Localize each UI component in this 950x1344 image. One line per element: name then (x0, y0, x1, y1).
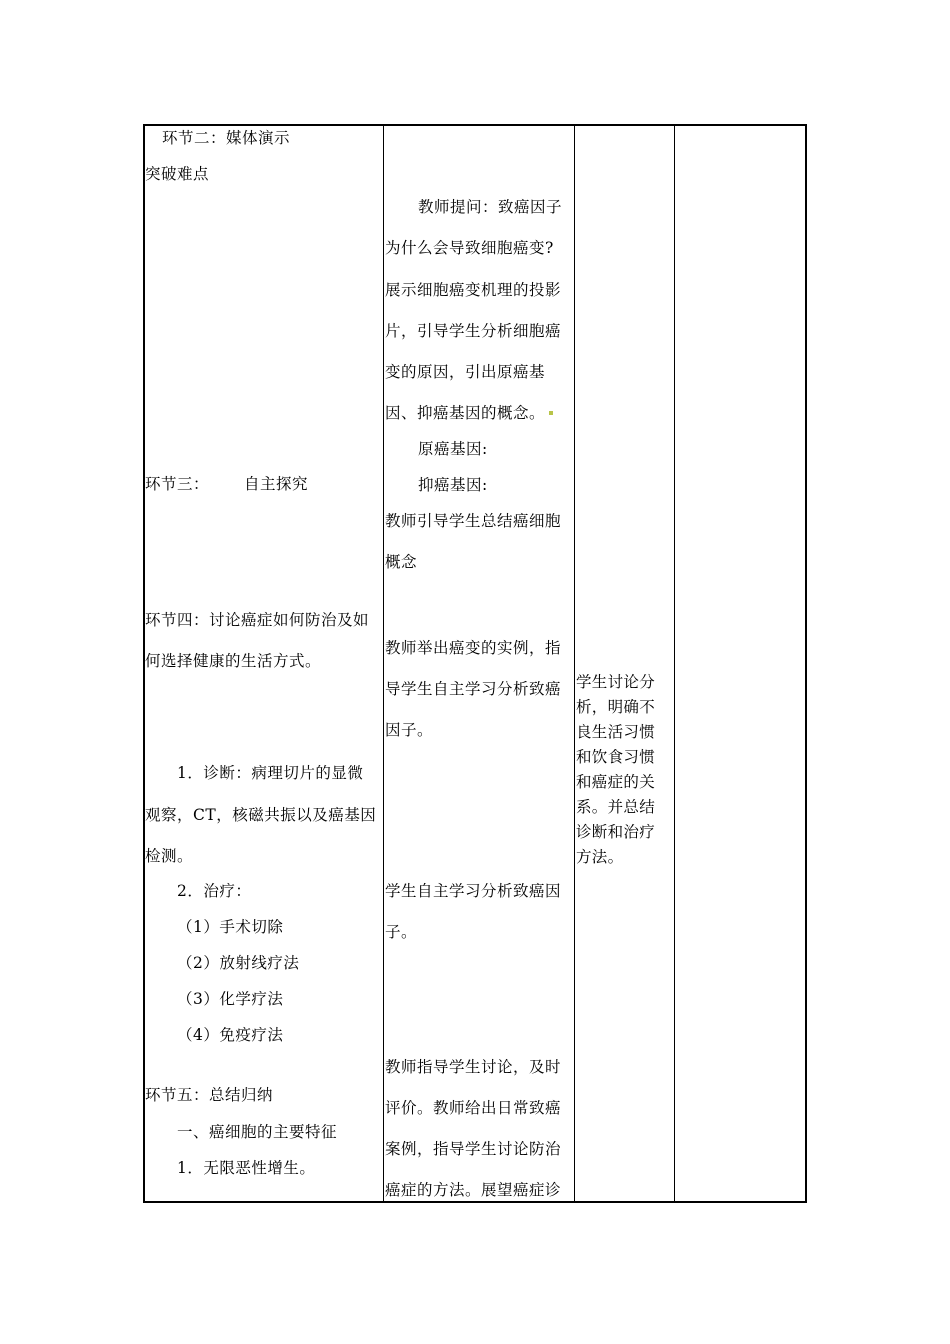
tumor-suppressor-label: 抑癌基因: (418, 476, 488, 494)
section-5-title: 环节五：总结归纳 (145, 1086, 274, 1104)
discussion-line-1: 教师指导学生讨论，及时 (385, 1058, 562, 1076)
section-3-label: 环节三： (145, 475, 210, 493)
example-line-2: 导学生自主学习分析致癌 (385, 680, 562, 698)
example-line-1: 教师举出癌变的实例，指 (385, 639, 562, 657)
marker-dot (549, 411, 553, 415)
student-activity-line-1: 学生讨论分 (576, 673, 656, 691)
diagnosis-line-2: 观察，CT，核磁共振以及癌基因 (145, 806, 377, 824)
teacher-question-line-1: 教师提问：致癌因子 (418, 198, 563, 216)
column-divider-2 (574, 124, 575, 1203)
self-study-line-2: 子。 (385, 923, 418, 941)
student-activity-line-8: 方法。 (576, 848, 624, 866)
student-activity-line-6: 系。并总结 (576, 798, 656, 816)
student-activity-line-5: 和癌症的关 (576, 773, 656, 791)
features-heading: 一、癌细胞的主要特征 (177, 1123, 338, 1141)
discussion-line-4: 癌症的方法。展望癌症诊 (385, 1181, 562, 1199)
summary-line-1: 教师引导学生总结癌细胞 (385, 512, 562, 530)
treatment-item-4: （4）免疫疗法 (177, 1026, 284, 1044)
teacher-question-line-2: 为什么会导致细胞癌变? (385, 239, 554, 257)
student-activity-line-3: 良生活习惯 (576, 723, 656, 741)
discussion-line-3: 案例，指导学生讨论防治 (385, 1140, 562, 1158)
self-study-line-1: 学生自主学习分析致癌因 (385, 882, 562, 900)
column-divider-1 (383, 124, 384, 1203)
treatment-item-1: （1）手术切除 (177, 918, 284, 936)
teacher-question-line-6: 因、抑癌基因的概念。 (385, 404, 546, 422)
section-2-subtitle: 突破难点 (145, 165, 210, 183)
treatment-heading: 2．治疗： (177, 882, 252, 900)
diagnosis-line-1: 1．诊断：病理切片的显微 (177, 764, 364, 782)
section-2-title: 环节二：媒体演示 (162, 129, 291, 147)
treatment-item-2: （2）放射线疗法 (177, 954, 300, 972)
example-line-3: 因子。 (385, 721, 434, 739)
teacher-question-line-5: 变的原因，引出原癌基 (385, 363, 546, 381)
summary-line-2: 概念 (385, 553, 418, 571)
feature-item-1: 1．无限恶性增生。 (177, 1159, 316, 1177)
student-activity-line-7: 诊断和治疗 (576, 823, 656, 841)
diagnosis-line-3: 检测。 (145, 847, 194, 865)
discussion-line-2: 评价。教师给出日常致癌 (385, 1099, 562, 1117)
section-4-line-1: 环节四：讨论癌症如何防治及如 (145, 611, 370, 629)
student-activity-line-2: 析，明确不 (576, 698, 656, 716)
treatment-item-3: （3）化学疗法 (177, 990, 284, 1008)
teacher-question-line-3: 展示细胞癌变机理的投影 (385, 281, 562, 299)
teacher-question-line-4: 片，引导学生分析细胞癌 (385, 322, 562, 340)
section-4-line-2: 何选择健康的生活方式。 (145, 652, 322, 670)
proto-oncogene-label: 原癌基因: (418, 440, 488, 458)
column-divider-3 (674, 124, 675, 1203)
section-3-title: 自主探究 (244, 475, 309, 493)
student-activity-line-4: 和饮食习惯 (576, 748, 656, 766)
